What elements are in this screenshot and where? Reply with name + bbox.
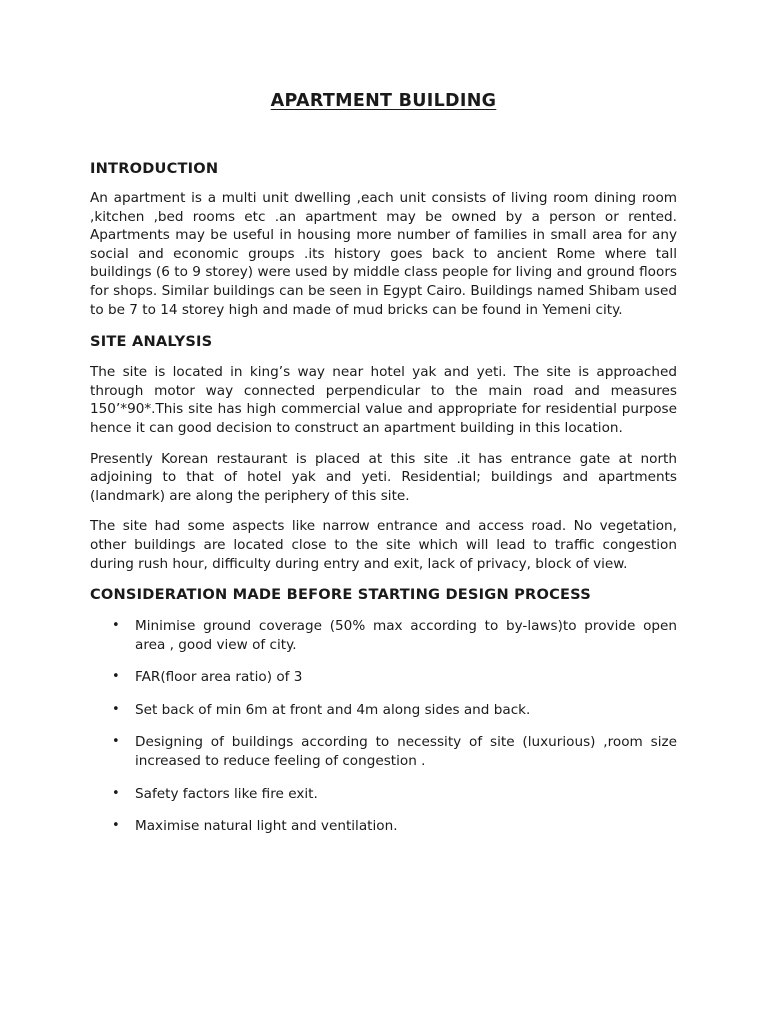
bullet-icon: • — [112, 818, 120, 834]
list-item — [90, 733, 677, 770]
document-title: APARTMENT BUILDING — [270, 91, 497, 111]
list-item-text: Set back of min 6m at front and 4m along sides and back. — [135, 701, 531, 718]
bullet-icon: • — [112, 669, 120, 685]
list-item — [90, 617, 677, 654]
bullet-icon: • — [112, 701, 120, 717]
list-item — [90, 701, 677, 720]
section-heading-design-considerations: CONSIDERATION MADE BEFORE STARTING DESIGN PROCESS — [90, 586, 591, 604]
list-item — [90, 785, 677, 804]
list-item — [90, 817, 677, 836]
section-heading-introduction: INTRODUCTION — [90, 160, 219, 177]
list-item-text: Maximise natural light and ventilation. — [135, 818, 398, 835]
section-heading-site-analysis: SITE ANALYSIS — [90, 333, 213, 351]
bullet-icon: • — [112, 618, 120, 634]
bullet-icon: • — [112, 734, 120, 750]
bullet-icon: • — [112, 785, 120, 801]
list-item — [90, 668, 677, 687]
site-analysis-paragraph-3: The site had some aspects like narrow entrance and access road. No vegetation, other buildings are located close to the site which will lead to traffic congestion during rush hour, difficulty during entry and exit, lack of privacy, block of view. — [90, 518, 677, 572]
site-analysis-paragraph-1: The site is located in king’s way near hotel yak and yeti. The site is approached through motor way connected perpendicular to the main road and measures 150’*90*.This site has high commercial value and appropriate for residential purpose hence it can good decision to construct an apartment building in this location. — [90, 364, 677, 436]
document-page — [90, 86, 677, 850]
site-analysis-paragraph-2: Presently Korean restaurant is placed at this site .it has entrance gate at north adjoining to that of hotel yak and yeti. Residential; buildings and apartments (landmark) are along the periphery of this site. — [90, 450, 677, 504]
list-item-text: Safety factors like fire exit. — [135, 785, 318, 802]
list-item-text: FAR(floor area ratio) of 3 — [135, 669, 303, 686]
design-considerations-list — [90, 617, 677, 836]
list-item-text: Designing of buildings according to necessity of site (luxurious) ,room size increased to reduce feeling of congestion . — [135, 734, 677, 770]
list-item-text: Minimise ground coverage (50% max according to by-laws)to provide open area , good view of city. — [135, 618, 677, 653]
introduction-paragraph: An apartment is a multi unit dwelling ,each unit consists of living room dining room ,kitchen ,bed rooms etc .an apartment may be owned by a person or rented. Apartments may be useful in housing more number of families in small area for any social and economic groups .its history goes back to ancient Rome where tall buildings (6 to 9 storey) were used by middle class people for living and ground floors for shops. Similar buildings can be seen in Egypt Cairo. Buildings named Shibam used to be 7 to 14 storey high and made of mud bricks can be found in Yemeni city. — [90, 190, 677, 318]
